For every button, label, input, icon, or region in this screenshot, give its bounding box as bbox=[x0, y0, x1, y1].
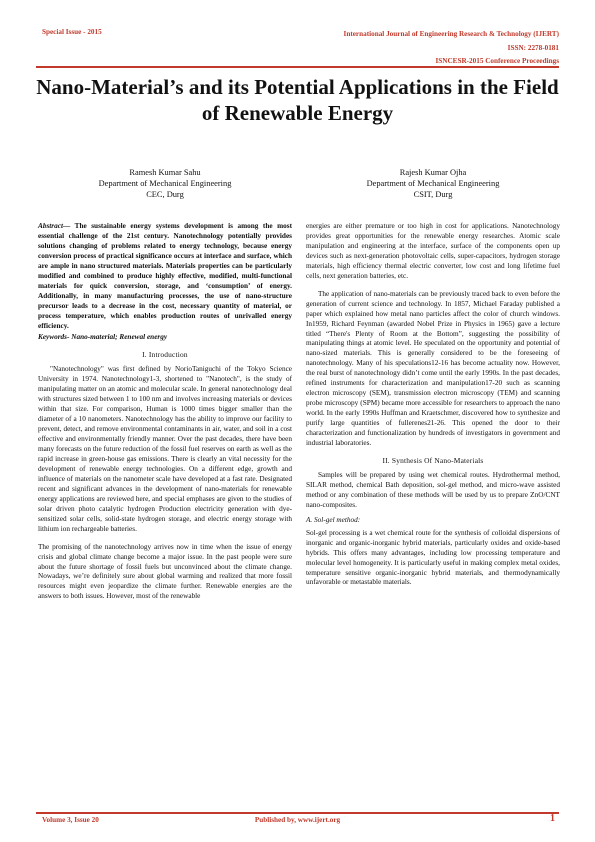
abstract bbox=[38, 222, 292, 331]
author-1-name: Ramesh Kumar Sahu bbox=[129, 168, 201, 177]
author-2-name: Rajesh Kumar Ojha bbox=[399, 168, 467, 177]
page-number: 1 bbox=[550, 813, 555, 824]
paper-title: Nano-Material’s and its Potential Applications in the Field of Renewable Energy bbox=[36, 75, 559, 125]
keywords: Keywords- Nano-material; Renewal energy bbox=[38, 333, 168, 342]
author-2-inst: CSIT, Durg bbox=[413, 190, 453, 199]
author-1-inst: CEC, Durg bbox=[146, 190, 184, 199]
header-journal-block bbox=[279, 28, 559, 69]
footer-volume: Volume 3, Issue 20 bbox=[42, 816, 99, 824]
right-column bbox=[306, 222, 560, 588]
right-paragraph-2: The application of nano-materials can be previously traced back to even before the generation of current science and technology. In 1857, Michael Faraday published a paper which explained how metal nano particles affect the color of church windows. In1959, Richard Feynman (awarded Nobel Prize in Physics in 1965) gave a lecture titled “There's Plenty of Room at the Bottom”, suggesting the possibility of manipulating things at atomic level. He speculated on the opportunity and potential of nano-sized materials. This is generally considered to be the foreseeing of nanotechnology. Many of his speculations12-16 has become actuality now. However, the real burst of nanotechnology didn’t come until the early 1990s. In the past decades, refined instruments for characterization and manipulation17-20 such as scanning electron microscopy (SEM), transmission electron microscopy (TEM) and scanning probe microscopy (SPM) became more accessible for researchers to approach the nano world. In the early 1990s Huffman and Kraetschmer, discovered how to synthesize and purify large quantities of fullerenes21-26. This opened the door to their characterization and functionalization by hundreds of investigators in government and industrial laboratories. bbox=[306, 289, 560, 448]
section-heading-introduction: I. Introduction bbox=[142, 350, 188, 360]
author-2 bbox=[318, 167, 548, 200]
footer-publisher-link[interactable]: Published by, www.ijert.org bbox=[254, 816, 341, 824]
header-issn: ISSN: 2278-0181 bbox=[507, 43, 559, 52]
header-proceedings: ISNCESR-2015 Conference Proceedings bbox=[435, 57, 559, 65]
author-2-dept: Department of Mechanical Engineering bbox=[366, 179, 500, 188]
abstract-label: Abstract— bbox=[38, 222, 71, 230]
footer-rule bbox=[36, 812, 559, 814]
intro-paragraph-2: The promising of the nanotechnology arrives now in time when the issue of energy crisis and global climate change become a major issue. In the past people were sure about the future shortage of fossil fuels but unconvinced about the climate change. Nowadays, we’re definitely sure about global warming and realized that more fossil resources might even jeopardize the climate further. Renewable energies are the answers to both issues. However, most of the renewable bbox=[38, 542, 292, 601]
abstract-text: The sustainable energy systems development is among the most essential challenge of the 21st century. Nanotechnology potentially provides solutions changing of problems related to energy technology, because energy conversion process of practical significance occurs at interface and surface, which are ample in nano structured materials. Materials properties can be particularly modified and combined to produce highly effective, modified, multi-functional materials for quick conversion, storage, and ‘consumption’ of energy. Additionally, in many manufacturing processes, the use of nano-structure precursor leads to a decrease in the cost, necessary quantity of material, or process temperature, which enables production routes of unrivalled energy efficiency. bbox=[38, 222, 292, 330]
header-journal: International Journal of Engineering Research & Technology (IJERT) bbox=[343, 30, 559, 38]
sol-gel-paragraph: Sol-gel processing is a wet chemical route for the synthesis of colloidal dispersions of inorganic and organic-inorganic hybrid materials, particularly oxides and oxide-based hybrids. This offers many advantages, including low processing temperature and molecular level homogeneity. It is particularly useful in making complex metal oxides, temperature sensitive organic-inorganic hybrid materials, and thermodynamically unfavorable or metastable materials. bbox=[306, 528, 560, 587]
author-1 bbox=[50, 167, 280, 200]
synthesis-paragraph: Samples will be prepared by using wet chemical routes. Hydrothermal method, SILAR method, chemical Bath deposition, sol-gel method, and micro-wave assisted method or any combination of these methods will be used by us to prepare ZnO/CNT nano-composites. bbox=[306, 470, 560, 509]
header-rule bbox=[36, 66, 559, 68]
intro-paragraph-1: "Nanotechnology" was first defined by NorioTaniguchi of the Tokyo Science University in 1974. Nanotechnology1-3, shortened to "Nanotech", is the study of manipulating matter on an atomic and molecular scale. In general nanotechnology deal with structures sized between 1 to 100 nm and involves increasing materials or devices within that size. For comparison, Human is 1000 times bigger smaller than the diameter of a 10 nanometers. Nanotechnology has the ability to improve our facility to prevent, detect, and remove environmental contaminants in air, water, and soil in a cost effective and environmentally friendly manner. Over the past decades, there have been many forecasts on the future reduction of the fossil fuel reserves on earth as well as the rapid increase in green-house gas emissions. There is clearly an vital necessity for the development of renewable energy technologies. On a different edge, growth and influence of materials on the nanometer scale have developed at a fast rate. Designated recent and significant advances in the development of nano-materials for renewable energy applications are reviewed here, and special emphases are given to the studies of solar driven photo catalytic hydrogen Production electricity generation with dye-sensitized solar cells, solid-state hydrogen storage, and electric energy storage with lithium ion rechargeable batteries. bbox=[38, 365, 292, 533]
section-heading-synthesis: II. Synthesis Of Nano-Materials bbox=[382, 455, 484, 465]
subsection-heading-sol-gel: A. Sol-gel method: bbox=[306, 515, 361, 524]
right-paragraph-1: energies are either premature or too high in cost for applications. Nanotechnology provides great opportunities for the renewable energy researches. Atomic scale manipulation and engineering at the interface, surface of the components open up devices such as next-generation photovoltaic cells, super-capacitors, hydrogen storage materials, high efficiency thermal electric converter, low cost and long lifetime fuel cells, next generation batteries, etc. bbox=[306, 222, 560, 280]
left-column bbox=[38, 222, 292, 602]
author-1-dept: Department of Mechanical Engineering bbox=[98, 179, 232, 188]
header-issue: Special Issue - 2015 bbox=[42, 28, 102, 36]
